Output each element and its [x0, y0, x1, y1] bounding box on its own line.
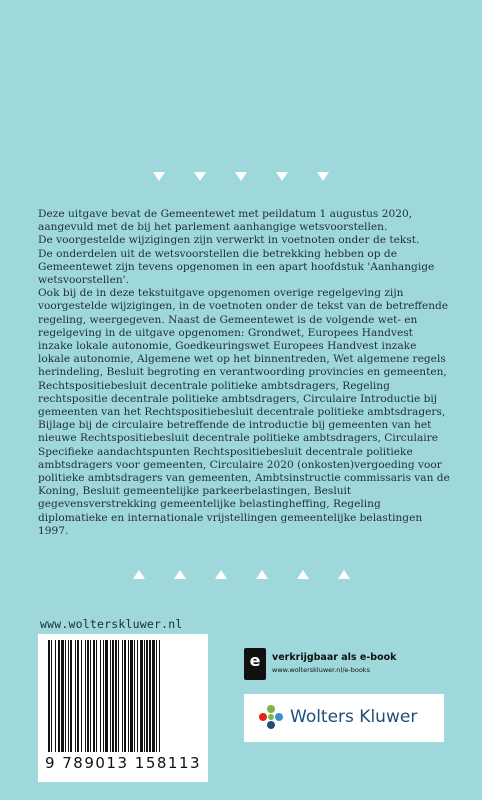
barcode-bar [65, 640, 66, 752]
triangle-ornament [235, 172, 247, 181]
triangle-ornament [194, 172, 206, 181]
top-triangle-row [0, 172, 482, 181]
triangle-ornament [276, 172, 288, 181]
barcode-bar [58, 640, 60, 752]
wolters-kluwer-logo-icon [258, 704, 284, 730]
barcode-bar [115, 640, 117, 752]
barcode-bar [144, 640, 145, 752]
barcode-bar [149, 640, 151, 752]
barcode-bar [124, 640, 126, 752]
barcode-bar [146, 640, 148, 752]
barcode-bar [118, 640, 119, 752]
barcode-bar [75, 640, 76, 752]
barcode-bar [87, 640, 89, 752]
barcode-bar [48, 640, 50, 752]
barcode-bar [55, 640, 56, 752]
barcode-bar [140, 640, 143, 752]
barcode-bar [100, 640, 101, 752]
back-cover-blurb [38, 208, 450, 538]
barcode-bar [137, 640, 138, 752]
barcode-bar [85, 640, 86, 752]
triangle-ornament [317, 172, 329, 181]
barcode-bar [77, 640, 79, 752]
barcode-bar [61, 640, 64, 752]
triangle-ornament [174, 570, 186, 579]
barcode-bar [112, 640, 114, 752]
isbn-number: 9 789013 158113 [44, 754, 202, 772]
triangle-ornament [215, 570, 227, 579]
barcode-bar [122, 640, 123, 752]
ebook-notice [244, 648, 444, 684]
ebook-title: verkrijgbaar als e-book [272, 652, 397, 663]
publisher-logo-box [244, 694, 444, 742]
bottom-triangle-row [0, 570, 482, 579]
triangle-ornament [153, 172, 165, 181]
ebook-url[interactable]: www.wolterskluwer.nl/e-books [272, 666, 370, 674]
barcode-bar [130, 640, 133, 752]
barcode-bar [96, 640, 97, 752]
blurb-paragraph-3: De onderdelen uit de wetsvoorstellen die betrekking hebben op de Gemeentewet zijn tevens opgenomen in een apart hoofdstuk 'Aanhangige wetsvoorstellen'. [38, 247, 435, 287]
ebook-icon: e [244, 648, 266, 680]
triangle-ornament [338, 570, 350, 579]
barcode-bar [152, 640, 155, 752]
barcode-bar [81, 640, 82, 752]
publisher-url[interactable]: www.wolterskluwer.nl [40, 617, 183, 631]
barcode-bar [90, 640, 91, 752]
triangle-ornament [256, 570, 268, 579]
blurb-paragraph-2: De voorgestelde wijzigingen zijn verwerkt in voetnoten onder de tekst. [38, 234, 420, 247]
blurb-paragraph-1: Deze uitgave bevat de Gemeentewet met peildatum 1 augustus 2020, aangevuld met de bij het parlement aanhangige wetsvoorstellen. [38, 208, 413, 234]
barcode-bar [103, 640, 104, 752]
barcode-bar [51, 640, 52, 752]
blurb-paragraph-4: Ook bij de in deze tekstuitgave opgenomen overige regelgeving zijn voorgestelde wijzigingen, in de voetnoten onder de tekst van de betreffende regeling, weergegeven. Naast de Gemeentewet is de volgende wet- en regelgeving in de uitgave opgenomen: Grondwet, Europees Handvest inzake lokale autonomie, Goedkeuringswet Europees Handvest inzake lokale autonomie, Algemene wet op het binnentreden, Wet algemene regels herindeling, Besluit begroting en verantwoording provincies en gemeenten, Rechtspositiebesluit decentrale politieke ambtsdragers, Regeling rechtspositie decentrale politieke ambtsdragers, Circulaire Introductie bij gemeenten van het Rechtspositiebesluit decentrale politieke ambtsdragers, Bijlage bij de circulaire betreffende de introductie bij gemeenten van het nieuwe Rechtspositiebesluit decentrale politieke ambtsdragers, Circulaire Specifieke aandachtspunten Rechtspositiebesluit decentrale politieke ambtsdragers voor gemeenten, Circulaire 2020 (onkosten)vergoeding voor politieke ambtsdragers van gemeenten, Ambtsinstructie commissaris van de Koning, Besluit gemeentelijke parkeerbelastingen, Besluit gegevensverstrekking gemeentelijke belastingheffing, Regeling diplomatieke en internationale vrijstellingen gemeentelijke belastingen 1997. [38, 287, 450, 537]
barcode-bar [134, 640, 135, 752]
barcode-bars [48, 640, 198, 752]
barcode-bar [156, 640, 157, 752]
barcode-bar [93, 640, 95, 752]
barcode-bar [128, 640, 129, 752]
barcode-bar [68, 640, 69, 752]
barcode-bar [110, 640, 111, 752]
triangle-ornament [297, 570, 309, 579]
isbn-barcode [38, 634, 208, 782]
barcode-bar [105, 640, 108, 752]
triangle-ornament [133, 570, 145, 579]
barcode-bar [70, 640, 72, 752]
brand-name: Wolters Kluwer [290, 707, 418, 727]
barcode-bar [159, 640, 160, 752]
